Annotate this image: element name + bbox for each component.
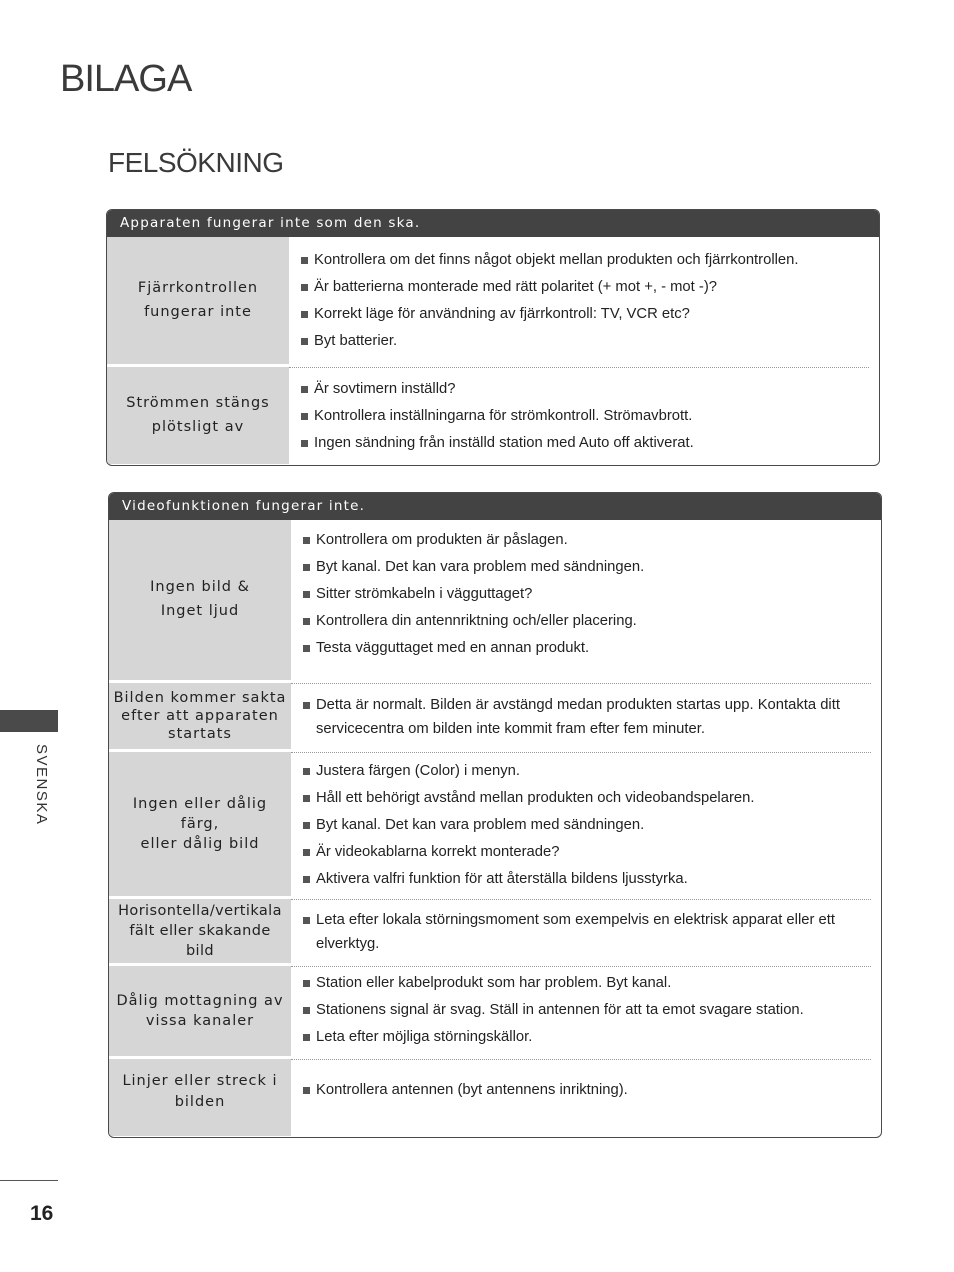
solution-list [291,900,871,963]
problem-label [109,966,291,1056]
list-item: Ingen sändning från inställd station med Auto off aktiverat. [301,431,855,455]
table-row [109,966,881,1056]
list-item: Kontrollera antennen (byt antennens inriktning). [303,1078,857,1102]
problem-label-line: startats [168,726,232,743]
language-tab-marker [0,710,58,732]
language-label: SVENSKA [33,744,50,826]
list-item: Kontrollera om det finns något objekt mellan produkten och fjärrkontrollen. [301,248,855,272]
list-item: Är sovtimern inställd? [301,377,855,401]
list-item: Byt batterier. [301,329,855,353]
table-row [107,237,879,364]
list-item: Station eller kabelprodukt som har problem. Byt kanal. [303,971,857,995]
bullet-square-icon [303,564,310,571]
solution-list [291,1060,871,1136]
problem-label-line: Ingen eller dålig färg, [132,795,268,832]
list-item: Kontrollera om produkten är påslagen. [303,528,857,552]
bullet-square-icon [301,311,308,318]
problem-label-line: efter att apparaten [121,707,279,724]
page-number-divider [0,1180,58,1181]
bullet-square-icon [303,591,310,598]
list-item: Testa vägguttaget med en annan produkt. [303,636,857,660]
table-row [109,752,881,896]
table-row [109,1059,881,1136]
bullet-square-icon [301,284,308,291]
problem-label [107,367,289,464]
problem-label-line: Fjärrkontrollen [137,279,259,296]
bullet-square-icon [303,537,310,544]
problem-label-line: Ingen bild & [150,579,250,596]
problem-label [109,899,291,963]
list-item: Är batterierna monterade med rätt polaritet (+ mot +, - mot -)? [301,275,855,299]
list-item: Kontrollera inställningarna för strömkontroll. Strömavbrott. [301,404,855,428]
problem-label-line: Horisontella/vertikala [118,902,282,919]
bullet-square-icon [301,386,308,393]
table-header: Apparaten fungerar inte som den ska. [107,210,879,237]
list-item: Detta är normalt. Bilden är avstängd medan produkten startas upp. Kontakta ditt servicecentra om bilden inte kommit fram efter fem minuter. [303,693,857,741]
troubleshoot-table-video [108,492,882,1138]
list-item: Justera färgen (Color) i menyn. [303,759,857,783]
bullet-square-icon [301,413,308,420]
problem-label [109,520,291,680]
list-item: Håll ett behörigt avstånd mellan produkten och videobandspelaren. [303,786,857,810]
solution-list [291,967,871,1056]
list-item: Stationens signal är svag. Ställ in antennen för att ta emot svagare station. [303,998,857,1022]
problem-label [109,683,291,749]
problem-label-line: Strömmen stängs [126,394,270,411]
bullet-square-icon [303,849,310,856]
problem-label-line: fungerar inte [144,303,252,320]
list-item: Byt kanal. Det kan vara problem med sändningen. [303,555,857,579]
problem-label [107,237,289,364]
bullet-square-icon [303,618,310,625]
page-number: 16 [30,1202,54,1225]
problem-label-line: eller dålig bild [140,836,260,853]
table-row [109,520,881,680]
table-row [107,367,879,464]
bullet-square-icon [303,1007,310,1014]
list-item: Kontrollera din antennriktning och/eller placering. [303,609,857,633]
bullet-square-icon [303,876,310,883]
problem-label-line: bilden [174,1093,226,1110]
problem-label [109,752,291,896]
problem-label-line: vissa kanaler [145,1013,255,1029]
bullet-square-icon [303,702,310,709]
bullet-square-icon [303,795,310,802]
bullet-square-icon [301,440,308,447]
list-item: Leta efter möjliga störningskällor. [303,1025,857,1049]
problem-label-line: Dålig mottagning av [116,992,284,1009]
section-title: FELSÖKNING [108,147,284,178]
page-title: BILAGA [60,58,192,100]
list-item: Korrekt läge för användning av fjärrkontroll: TV, VCR etc? [301,302,855,326]
bullet-square-icon [303,980,310,987]
bullet-square-icon [303,645,310,652]
bullet-square-icon [303,1034,310,1041]
solution-list [289,368,869,464]
bullet-square-icon [303,917,310,924]
list-item: Aktivera valfri funktion för att återställa bildens ljusstyrka. [303,867,857,891]
table-row [109,683,881,749]
table-row [109,899,881,963]
list-item: Byt kanal. Det kan vara problem med sändningen. [303,813,857,837]
list-item: Leta efter lokala störningsmoment som exempelvis en elektrisk apparat eller ett elverktyg. [303,908,857,956]
problem-label-line: Inget ljud [160,603,240,619]
solution-list [291,520,871,680]
problem-label-line: Bilden kommer sakta [113,689,287,706]
list-item: Sitter strömkabeln i vägguttaget? [303,582,857,606]
solution-list [289,237,869,364]
solution-list [291,753,871,896]
problem-label [109,1059,291,1136]
solution-list [291,684,871,749]
table-header: Videofunktionen fungerar inte. [109,493,881,520]
bullet-square-icon [303,1087,310,1094]
problem-label-line: fält eller skakande bild [129,922,271,960]
problem-label-line: Linjer eller streck i [122,1073,278,1090]
bullet-square-icon [301,257,308,264]
bullet-square-icon [301,338,308,345]
troubleshoot-table-general [106,209,880,466]
list-item: Är videokablarna korrekt monterade? [303,840,857,864]
problem-label-line: plötsligt av [151,418,245,435]
bullet-square-icon [303,768,310,775]
bullet-square-icon [303,822,310,829]
